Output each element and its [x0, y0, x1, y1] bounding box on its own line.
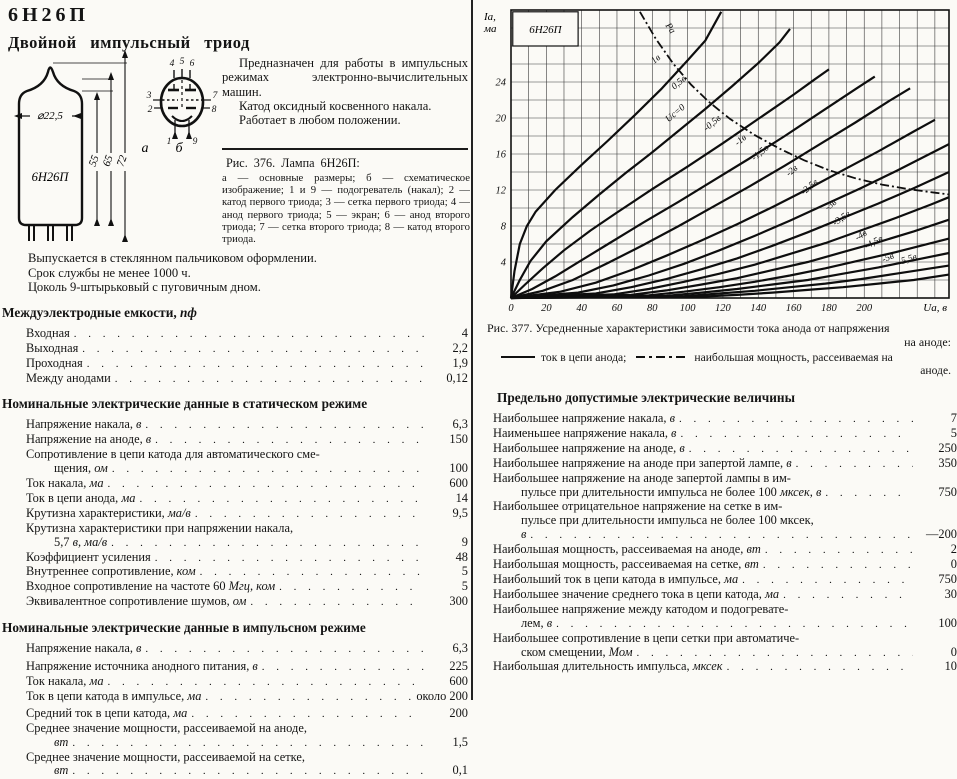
dot-leader [796, 458, 913, 472]
dot-leader [530, 529, 913, 543]
spec-label: ском смещении, Мом [521, 644, 633, 659]
svg-text:12: 12 [495, 185, 506, 197]
svg-text:140: 140 [750, 303, 767, 314]
spec-value: 225 [449, 659, 468, 674]
spec-value: 5 [461, 579, 468, 594]
spec-label: Входное сопротивление на частоте 60 Мгц, ком [26, 579, 276, 594]
dot-leader [112, 463, 424, 477]
section-title: Междуэлектродные емкости, пф [2, 304, 197, 320]
dot-leader [108, 478, 424, 492]
spec-value: 14 [455, 490, 468, 505]
spec-label: Крутизна характеристики, ма/в [26, 505, 191, 520]
spec-row-main-line [26, 492, 468, 507]
spec-label: Наибольшая мощность, рассеиваемая на сетке, вт [493, 557, 759, 572]
spec-value: 9,5 [452, 505, 468, 520]
tube-outline [19, 68, 82, 242]
spec-row [479, 427, 957, 442]
spec-row-main-line [26, 477, 468, 492]
pin-9: 9 [192, 137, 198, 147]
figure377-caption-line2: на аноде: [904, 334, 951, 349]
svg-text:60: 60 [611, 303, 623, 314]
svg-text:200: 200 [856, 303, 873, 314]
dot-leader [727, 661, 913, 675]
spec-row-main-line [493, 412, 957, 427]
svg-text:8: 8 [500, 221, 506, 233]
spec-row-main-line [26, 327, 468, 342]
spec-row-main-line [26, 660, 468, 675]
spec-row [479, 660, 957, 675]
pin-3: 3 [146, 91, 152, 101]
pin-1: 1 [166, 137, 172, 147]
spec-row [2, 418, 468, 433]
spec-label: Наибольшая длительность импульса, мксек [493, 659, 723, 674]
spec-value: 750 [938, 571, 957, 586]
spec-label: Входная [26, 325, 70, 340]
spec-value: 7 [950, 411, 957, 425]
spec-row-main-line [26, 551, 468, 566]
left-column-specs [2, 251, 468, 779]
spec-row [2, 707, 468, 722]
svg-text:-4в: -4в [853, 228, 870, 244]
spec-value: —200 [926, 527, 957, 542]
svg-text:20: 20 [541, 303, 552, 314]
spec-label: 5,7 в, ма/в [54, 534, 108, 549]
spec-label: Наибольший ток в цепи катода в импульсе, ма [493, 571, 739, 586]
spec-label: пульсе при длительности импульса не более 100 мксек, в [521, 484, 822, 499]
spec-row-wrap-line: Наибольшее напряжение между катодом и подогревате- [493, 601, 789, 616]
spec-value: 100 [449, 461, 468, 476]
spec-value: 100 [938, 615, 957, 630]
spec-label: Средний ток в цепи катода, ма [26, 705, 188, 720]
spec-value: 2 [950, 542, 957, 557]
spec-label: Наибольшее значение среднего тока в цепи катода, ма [493, 586, 780, 601]
spec-label: Ток накала, ма [26, 476, 104, 491]
spec-row-main-line [26, 690, 468, 705]
spec-row [2, 477, 468, 492]
dot-leader [250, 596, 424, 610]
legend-dashdot-text-2: аноде. [920, 364, 951, 377]
intro-paragraph-1: Предназначен для работы в импульсных режимах электронно-вычислительных машин. [222, 56, 468, 99]
dot-leader [74, 328, 424, 342]
svg-text:120: 120 [715, 303, 731, 314]
dot-leader [205, 691, 412, 705]
spec-row [2, 551, 468, 566]
dim-65: 65 [100, 153, 116, 169]
general-line: Цоколь 9-штырьковый с пуговичным дном. [28, 280, 261, 295]
svg-text:-3,5в: -3,5в [831, 209, 853, 229]
spec-row-wrap-line: Наибольшее напряжение на аноде запертой лампы в им- [493, 470, 791, 485]
spec-label: Напряжение на аноде, в [26, 432, 152, 447]
section-title: Номинальные электрические данные в статическом режиме [2, 396, 368, 412]
svg-text:40: 40 [576, 303, 587, 314]
spec-row-main-line [26, 433, 468, 448]
spec-value: 4 [461, 325, 468, 340]
dot-leader [680, 428, 913, 442]
chart-inset-label: 6Н26П [529, 23, 562, 36]
spec-row [2, 722, 468, 751]
spec-row [479, 558, 957, 573]
spec-value: 48 [455, 549, 468, 564]
dot-leader [72, 737, 424, 751]
spec-label: Наибольшая мощность, рассеиваемая на аноде, вт [493, 542, 761, 557]
general-info [2, 251, 468, 295]
dot-leader [765, 544, 913, 558]
spec-value: 0,1 [452, 763, 468, 778]
dot-leader [145, 419, 424, 433]
spec-value: 30 [944, 586, 957, 601]
svg-text:20: 20 [495, 113, 506, 125]
spec-row-main-line [26, 565, 468, 580]
dim-55: 55 [86, 153, 102, 169]
subfigure-b-label: б [175, 141, 183, 156]
dot-leader [155, 552, 424, 566]
spec-row-main-line [26, 595, 468, 610]
spec-row-main-line [26, 342, 468, 357]
figure376-caption-title: Рис. 376. Лампа 6Н26П: [226, 156, 360, 170]
general-line: Срок службы не менее 1000 ч. [28, 265, 191, 280]
dot-leader [679, 413, 913, 427]
spec-value: около 200 [416, 688, 468, 703]
spec-row-wrap-line: пульсе при длительности импульса не более 100 мксек, [521, 513, 814, 528]
spec-row [2, 690, 468, 705]
dot-leader [279, 581, 424, 595]
subfigure-a-label: а [141, 141, 149, 156]
spec-row-main-line [493, 528, 957, 543]
spec-row [2, 642, 468, 657]
spec-label: вт [54, 763, 69, 778]
spec-value: 350 [938, 455, 957, 470]
y-axis-label: Iа, ма [484, 11, 497, 35]
spec-row-main-line [493, 573, 957, 588]
pin-8: 8 [211, 105, 217, 115]
spec-row [2, 492, 468, 507]
intro-text [222, 56, 468, 127]
general-line: Выпускается в стеклянном пальчиковом оформлении. [28, 251, 317, 265]
dot-leader [145, 643, 424, 657]
svg-text:16: 16 [495, 149, 506, 161]
svg-text:80: 80 [647, 303, 658, 314]
spec-row [2, 448, 468, 477]
spec-value: 250 [938, 440, 957, 455]
spec-row-main-line [493, 427, 957, 442]
dot-leader [155, 434, 424, 448]
spec-label: Наибольшее напряжение на аноде, в [493, 440, 685, 455]
dot-leader [783, 589, 913, 603]
spec-value: 5 [950, 425, 957, 440]
spec-value: 10 [944, 659, 957, 674]
spec-row [479, 543, 957, 558]
spec-value: 750 [938, 484, 957, 499]
spec-row [2, 595, 468, 610]
x-tick-labels [508, 303, 872, 314]
spec-label: Напряжение накала, в [26, 641, 142, 656]
solid-line-sample [501, 356, 535, 358]
spec-row-wrap-line: Крутизна характеристики при напряжении накала, [26, 520, 294, 535]
spec-label: Коэффициент усиления [26, 549, 151, 564]
spec-label: в [521, 527, 527, 542]
spec-row [2, 565, 468, 580]
dot-leader [689, 443, 913, 457]
figure-caption-rule [222, 148, 468, 150]
spec-row [479, 500, 957, 543]
intro-paragraph-3: Работает в любом положении. [239, 113, 401, 128]
spec-value: 2,2 [452, 340, 468, 355]
spec-label: щения, ом [54, 461, 108, 476]
spec-label: Ток в цепи катода в импульсе, ма [26, 688, 202, 703]
section-capacitance [2, 305, 468, 387]
dot-leader [742, 574, 913, 588]
spec-label: Эквивалентное сопротивление шумов, ом [26, 594, 247, 609]
dim-72: 72 [114, 153, 130, 169]
svg-text:-1,5в: -1,5в [749, 143, 772, 164]
dot-leader [87, 358, 424, 372]
section-title: Номинальные электрические данные в импульсном режиме [2, 620, 366, 636]
height-dimensions [53, 57, 127, 241]
svg-text:160: 160 [785, 303, 802, 314]
right-column-specs [479, 378, 957, 675]
spec-row [2, 507, 468, 522]
spec-row [2, 580, 468, 595]
spec-row-main-line [26, 675, 468, 690]
spec-row [479, 588, 957, 603]
spec-row-main-line [493, 558, 957, 573]
dot-leader [637, 647, 913, 661]
dot-leader [115, 373, 424, 387]
svg-text:-2,5в: -2,5в [799, 177, 821, 198]
spec-row-wrap-line: Среднее значение мощности, рассеиваемой на сетке, [26, 749, 305, 764]
tube-drawing-figure [2, 50, 220, 252]
spec-row [2, 357, 468, 372]
legend-dashdot-text: наибольшая мощность, рассеиваемая на [694, 351, 893, 364]
y-tick-labels [496, 78, 507, 269]
spec-value: 6,3 [452, 417, 468, 432]
spec-row [2, 342, 468, 357]
section-title: Предельно допустимые электрические величины [497, 390, 795, 405]
svg-text:-2в: -2в [784, 163, 801, 180]
spec-row-main-line [26, 536, 468, 551]
page-subtitle: Двойной импульсный триод [8, 33, 250, 52]
dot-leader [82, 343, 424, 357]
spec-value: 6,3 [452, 641, 468, 656]
anode-characteristics-chart [481, 4, 953, 320]
spec-value: 9 [461, 534, 468, 549]
column-divider-rule [471, 0, 473, 700]
dot-leader [72, 765, 424, 779]
diameter-label: ⌀22,5 [37, 110, 63, 122]
spec-value: 0,12 [446, 370, 468, 385]
x-axis-label: Uа, в [923, 302, 947, 314]
spec-value: 5 [461, 564, 468, 579]
dashdot-line-sample [636, 356, 688, 358]
spec-value: 600 [449, 674, 468, 688]
pinout-schematic [153, 69, 211, 138]
svg-text:1в: 1в [649, 53, 663, 67]
dot-leader [108, 676, 424, 690]
spec-value: 1,5 [452, 734, 468, 749]
spec-label: лем, в [521, 615, 553, 630]
figure377-legend [487, 351, 951, 377]
spec-row [479, 603, 957, 632]
spec-row-main-line [26, 642, 468, 657]
curve--0,5в [511, 77, 875, 298]
spec-value: 200 [449, 705, 468, 720]
pin-4: 4 [169, 59, 175, 69]
svg-text:100: 100 [679, 303, 696, 314]
spec-value: 0 [950, 644, 957, 659]
svg-text:4: 4 [500, 257, 506, 269]
spec-row-main-line [26, 707, 468, 722]
spec-value: 600 [449, 476, 468, 491]
spec-row-main-line [26, 507, 468, 522]
spec-row [2, 751, 468, 779]
spec-row [2, 433, 468, 448]
spec-label: Внутреннее сопротивление, ком [26, 564, 196, 579]
spec-value: 300 [449, 594, 468, 609]
pin-6: 6 [189, 59, 195, 69]
spec-row-main-line [493, 617, 957, 632]
spec-row-wrap-line: Наибольшее сопротивление в цепи сетки при автоматиче- [493, 630, 800, 645]
spec-row-main-line [26, 736, 468, 751]
svg-text:-4,5в: -4,5в [863, 234, 885, 253]
spec-row-main-line [26, 357, 468, 372]
diameter-dimension [21, 108, 80, 122]
svg-text:Pа: Pа [662, 21, 677, 36]
dot-leader [262, 661, 424, 675]
legend-solid-text: ток в цепи анода; [541, 351, 627, 364]
spec-row-wrap-line: Сопротивление в цепи катода для автоматического сме- [26, 447, 320, 462]
dot-leader [200, 566, 424, 580]
spec-value: 0 [950, 557, 957, 572]
spec-row [2, 372, 468, 387]
svg-text:0,5в: 0,5в [669, 74, 689, 93]
dot-leader [139, 493, 424, 507]
svg-text:-3в: -3в [823, 197, 840, 214]
spec-row-main-line [26, 764, 468, 779]
section-limits [479, 390, 957, 675]
spec-label: Ток накала, ма [26, 674, 104, 688]
intro-paragraph-2: Катод оксидный косвенного накала. [239, 98, 432, 113]
spec-label: Наибольшее напряжение на аноде при запертой лампе, в [493, 455, 792, 470]
dot-leader [191, 708, 424, 722]
spec-row-main-line [493, 457, 957, 472]
spec-row-main-line [493, 660, 957, 675]
svg-text:0: 0 [508, 303, 514, 314]
spec-row-main-line [493, 486, 957, 501]
spec-row-main-line [493, 442, 957, 457]
spec-label: Выходная [26, 340, 79, 355]
spec-row [2, 327, 468, 342]
spec-row [479, 412, 957, 427]
figure377-caption [487, 322, 951, 349]
spec-row-main-line [26, 418, 468, 433]
spec-row-main-line [26, 372, 468, 387]
spec-label: Ток в цепи анода, ма [26, 490, 136, 505]
svg-text:-0,5в: -0,5в [702, 113, 724, 134]
spec-label: Наибольшее напряжение накала, в [493, 411, 675, 425]
spec-row [2, 660, 468, 675]
svg-text:24: 24 [495, 77, 506, 89]
figure377-caption-line1: Рис. 377. Усредненные характеристики зависимости тока анода от напряжения [487, 321, 890, 335]
spec-label: Напряжение источника анодного питания, в [26, 659, 258, 674]
dot-leader [763, 559, 913, 573]
figure376-caption-body: а — основные размеры; б — схематическое изображение; 1 и 9 — подогреватель (накал); 2 — катод первого триода; 3 — сетка первого триода; 4 — анод первого триода; 5 — экран; 6 — анод второго триода; 7 — сетка второго триода; 8 — катод второго триода. [222, 172, 470, 246]
spec-label: Наименьшее напряжение накала, в [493, 425, 677, 440]
spec-label: Между анодами [26, 370, 111, 385]
spec-row [479, 632, 957, 661]
pin-5: 5 [179, 57, 185, 67]
spec-row [2, 675, 468, 690]
spec-row [2, 522, 468, 551]
spec-row-wrap-line: Среднее значение мощности, рассеиваемой на аноде, [26, 720, 307, 735]
spec-value: 150 [449, 432, 468, 447]
curve-1в [511, 12, 724, 298]
spec-row [479, 573, 957, 588]
spec-row-wrap-line: Наибольшее отрицательное напряжение на сетке в им- [493, 499, 783, 514]
section-static-mode [2, 396, 468, 610]
dot-leader [195, 508, 424, 522]
spec-row-main-line [26, 580, 468, 595]
dot-leader [111, 537, 424, 551]
spec-row-main-line [493, 646, 957, 661]
svg-text:-5в: -5в [880, 251, 896, 266]
svg-text:180: 180 [821, 303, 837, 314]
spec-row [479, 442, 957, 457]
spec-row-main-line [493, 588, 957, 603]
spec-label: Напряжение накала, в [26, 417, 142, 432]
spec-row [479, 457, 957, 472]
section-pulse-mode [2, 620, 468, 779]
tube-type-label: 6Н26П [31, 170, 69, 184]
svg-text:-1в: -1в [733, 133, 749, 149]
page-title: 6Н26П [8, 4, 90, 26]
spec-row [479, 472, 957, 501]
spec-label: вт [54, 734, 69, 749]
spec-row-main-line [26, 462, 468, 477]
spec-value: 1,9 [452, 355, 468, 370]
svg-text:-5,5в: -5,5в [897, 252, 919, 268]
spec-label: Проходная [26, 355, 83, 370]
pin-2: 2 [147, 105, 153, 115]
curve-0,5в [511, 29, 790, 298]
svg-text:Uс=0: Uс=0 [663, 102, 688, 125]
dot-leader [825, 487, 913, 501]
spec-row-main-line [493, 543, 957, 558]
dot-leader [556, 618, 913, 632]
pin-7: 7 [212, 91, 218, 101]
